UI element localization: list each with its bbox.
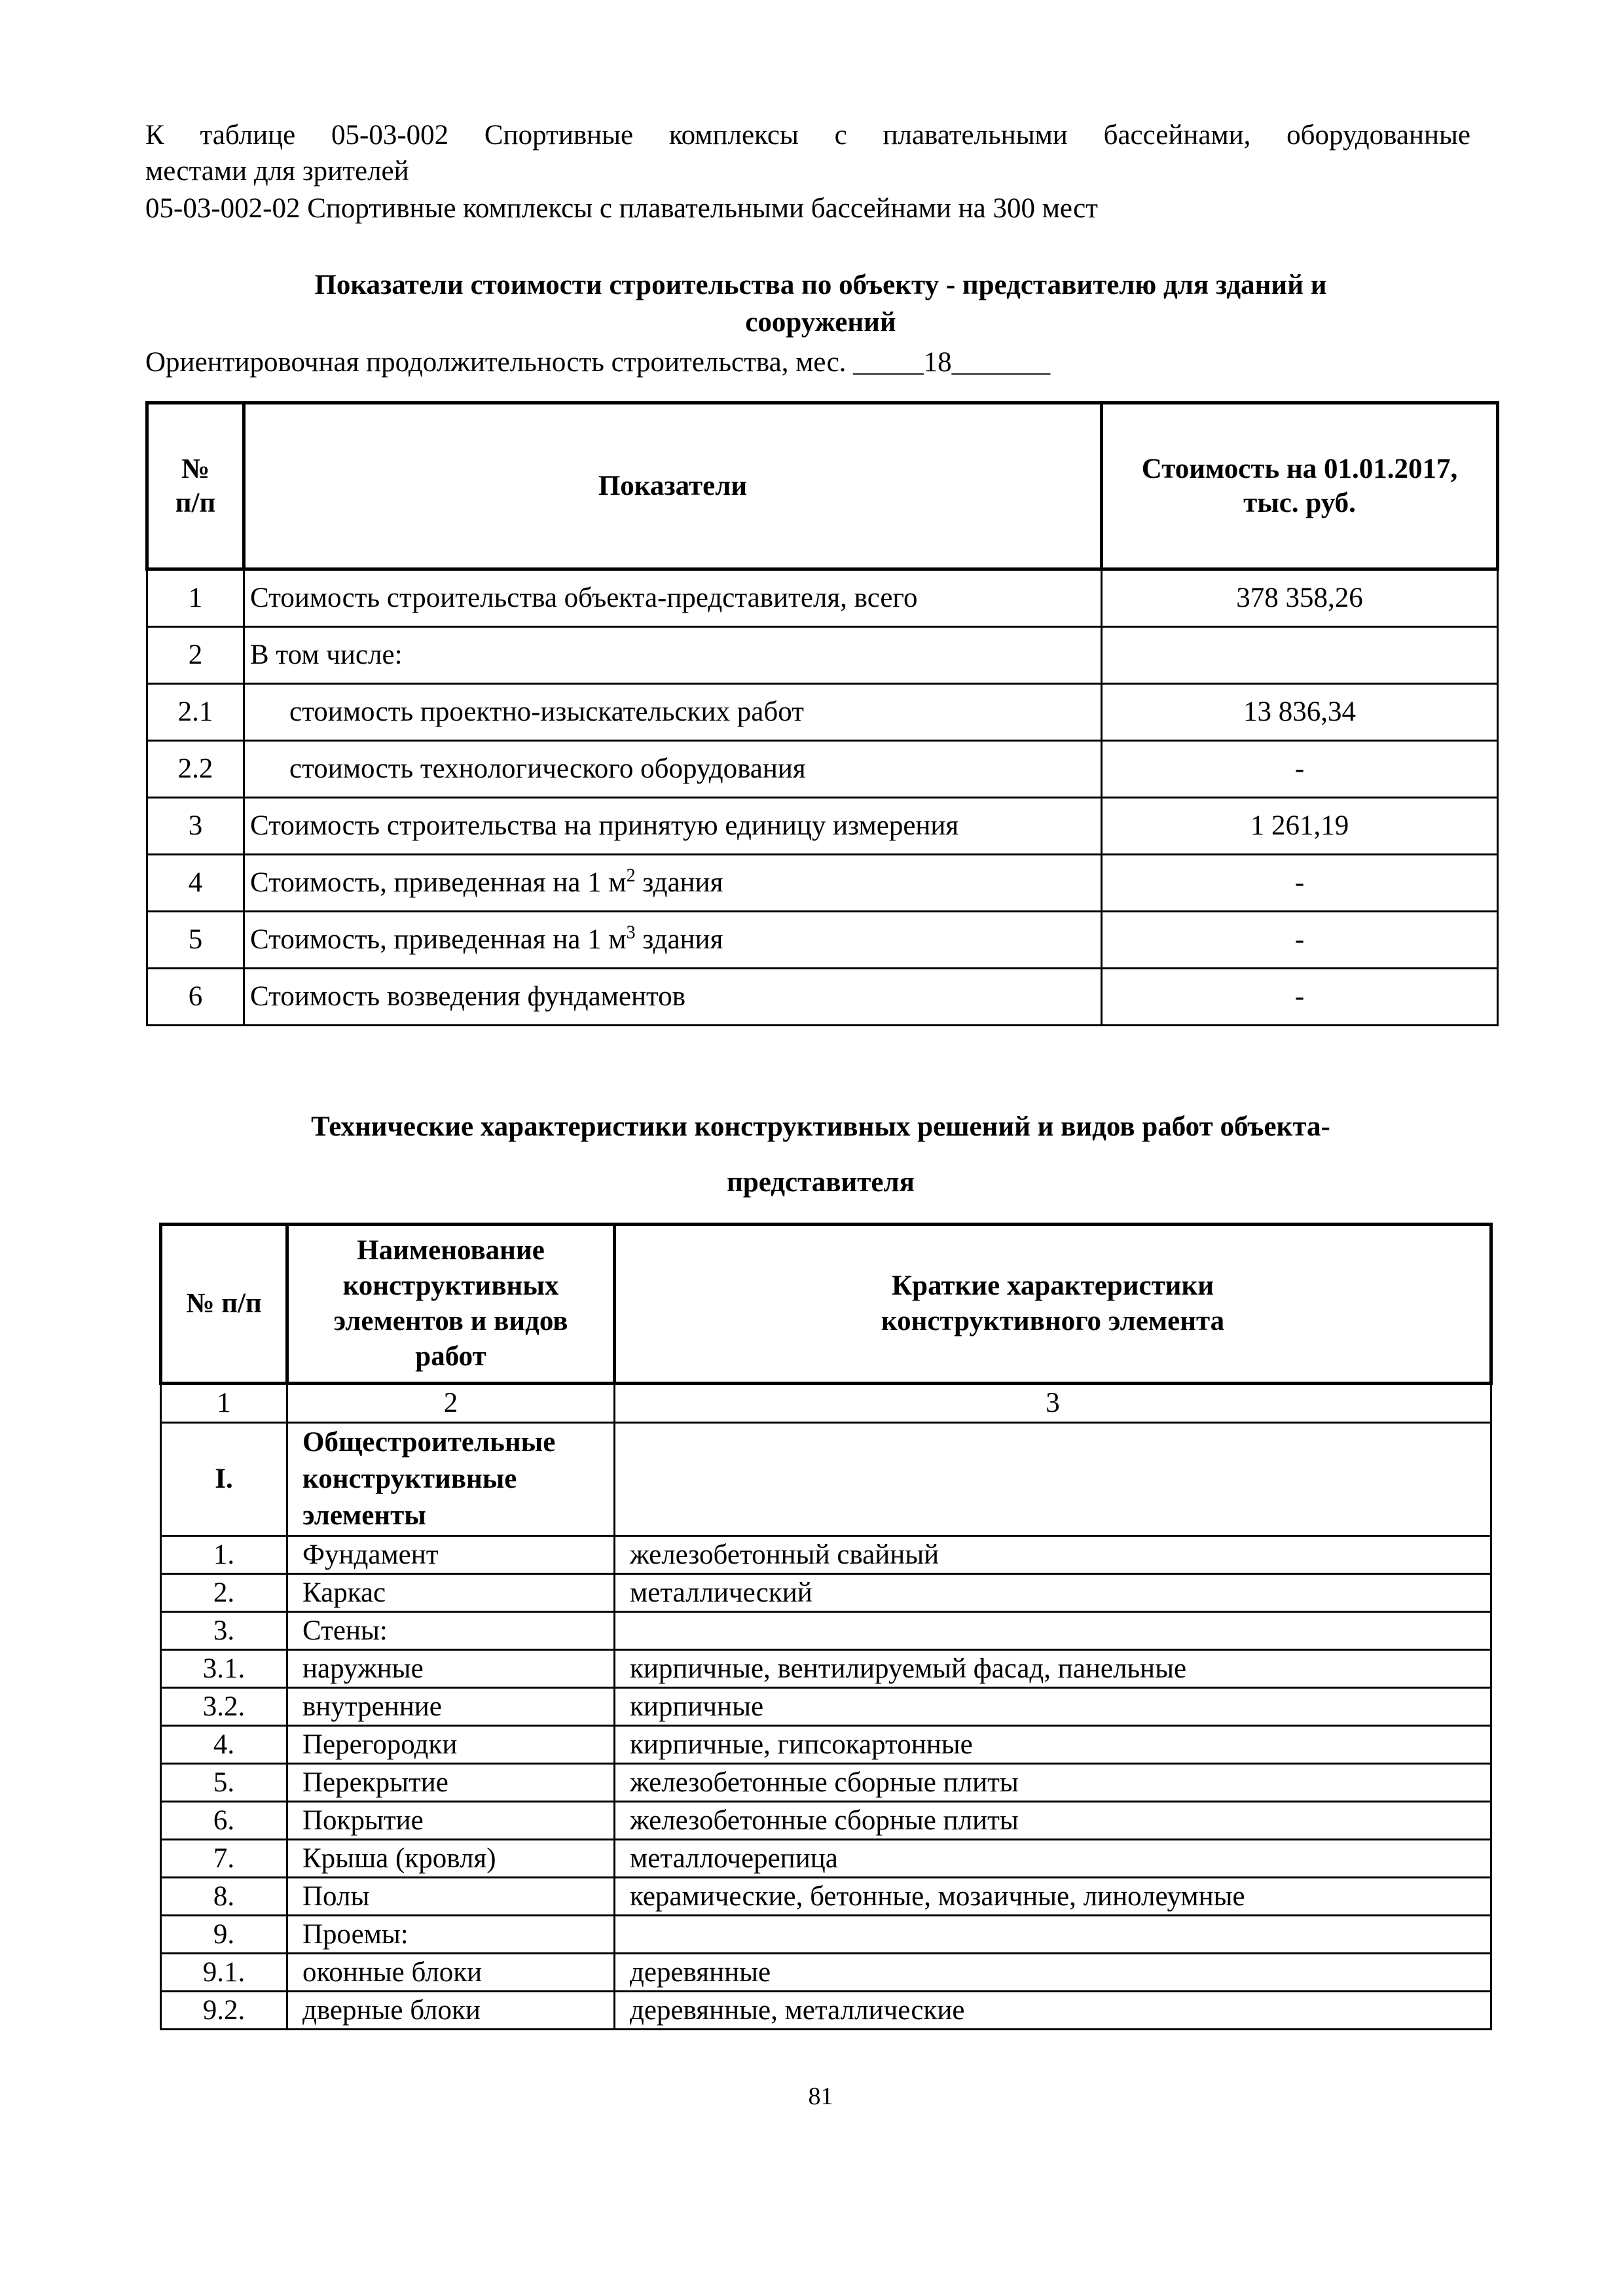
table-row: 4. Перегородки кирпичные, гипсокартонные [161,1726,1491,1764]
table-row: 1. Фундамент железобетонный свайный [161,1536,1491,1574]
section-row: I. Общестроительные конструктивные элементы [161,1423,1491,1536]
technical-characteristics-table [159,1223,1493,2030]
intro-line-1: К таблице 05-03-002 Спортивные комплексы с плавательными бассейнами, оборудованные [145,120,1470,151]
table-row: 7. Крыша (кровля) металлочерепица [161,1840,1491,1878]
cost-indicators-table [145,401,1499,1026]
table-row: 3. Стены: [161,1612,1491,1650]
table-row: 5 Стоимость, приведенная на 1 $м^3$ здания - [147,912,1498,969]
table-row: 3 Стоимость строительства на принятую единицу измерения 1 261,19 [147,798,1498,855]
cost-table-header [147,403,1498,569]
section1-title-line-1: Показатели стоимости строительства по объекту - представителю для зданий и [314,270,1327,300]
table-row: 2. Каркас металлический [161,1574,1491,1612]
table-row: 6. Покрытие железобетонные сборные плиты [161,1802,1491,1840]
table-row: 9.1. оконные блоки деревянные [161,1954,1491,1992]
table-row: 4 Стоимость, приведенная на 1 $м^2$ здания - [147,855,1498,912]
table-row: 8. Полы керамические, бетонные, мозаичные, линолеумные [161,1878,1491,1916]
column-index-row: 1 2 3 [161,1384,1491,1423]
header-element-name: Наименование конструктивных элементов и видов работ [287,1225,615,1384]
table-row: 3.1. наружные кирпичные, вентилируемый фасад, панельные [161,1650,1491,1688]
table-row: 1 Стоимость строительства объекта-представителя, всего 378 358,26 [147,569,1498,627]
section2-title-line-2: представителя [727,1167,915,1198]
table-row: 9. Проемы: [161,1916,1491,1954]
header-indicator: Показатели [244,403,1102,569]
page-number: 81 [808,2083,833,2110]
construction-duration: Ориентировочная продолжительность строительства, мес. _____18_______ [145,347,1051,378]
intro-line-3: 05-03-002-02 Спортивные комплексы с плавательными бассейнами на 300 мест [145,193,1098,224]
table-row: 2.2 стоимость технологического оборудования - [147,741,1498,798]
table-row: 6 Стоимость возведения фундаментов - [147,969,1498,1026]
table-row: 2 В том числе: [147,627,1498,684]
intro-line-2: местами для зрителей [145,156,409,187]
table-row: 9.2. дверные блоки деревянные, металлические [161,1992,1491,2030]
header-num: № п/п [147,403,244,569]
header-cost: Стоимость на 01.01.2017, тыс. руб. [1102,403,1498,569]
table-row: 3.2. внутренние кирпичные [161,1688,1491,1726]
section1-title-line-2: сооружений [745,307,896,338]
section2-title-line-1: Технические характеристики конструктивных решений и видов работ объекта- [311,1111,1330,1142]
header-description: Краткие характеристики конструктивного элемента [615,1225,1491,1384]
table-row: 5. Перекрытие железобетонные сборные плиты [161,1764,1491,1802]
table-row: 2.1 стоимость проектно-изыскательских работ 13 836,34 [147,684,1498,741]
header-num: № п/п [161,1225,287,1384]
tech-table-header [161,1225,1491,1384]
